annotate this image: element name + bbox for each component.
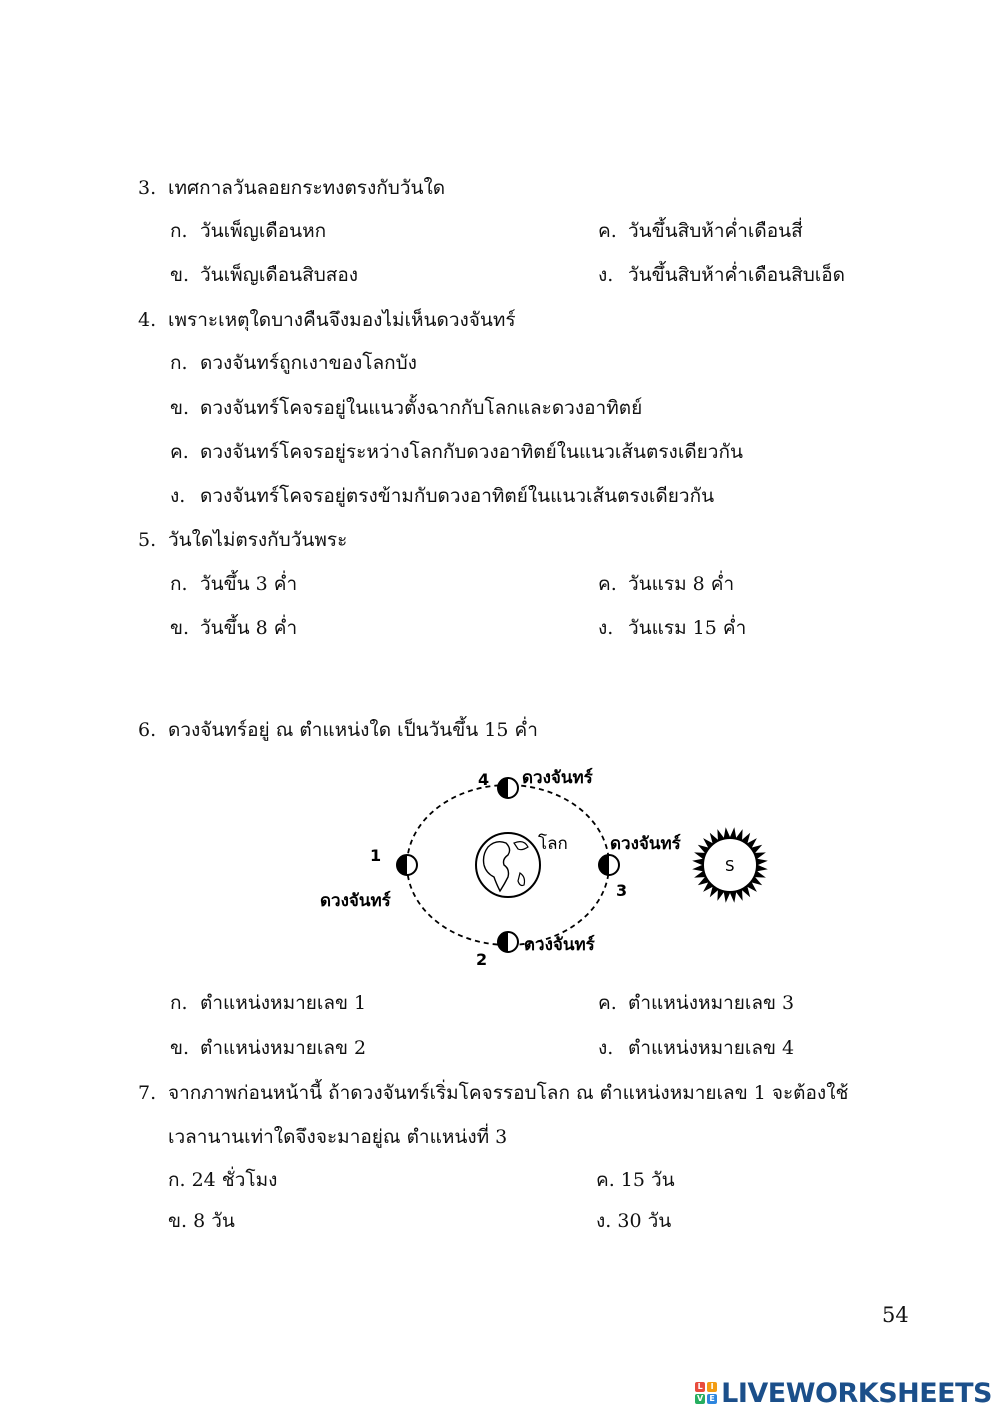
option[interactable]: ข. วันขึ้น 8 ค่ำ (170, 617, 298, 639)
position-number: 3 (616, 881, 628, 900)
earth-label: โลก (538, 834, 568, 854)
option[interactable]: ค. ตำแหน่งหมายเลข 3 (598, 992, 795, 1014)
option[interactable]: ก. ดวงจันทร์ถูกเงาของโลกบัง (170, 352, 417, 374)
moon-label: ดวงจันทร์ (610, 834, 681, 854)
option[interactable]: ข. วันเพ็ญเดือนสิบสอง (170, 264, 359, 286)
logo-icon (695, 1382, 717, 1404)
option[interactable]: ง. 30 วัน (596, 1210, 672, 1232)
option[interactable]: ก. วันเพ็ญเดือนหก (170, 220, 327, 242)
logo-letter: E (707, 1394, 717, 1404)
moon-position-1[interactable] (397, 855, 417, 875)
option[interactable]: ข. ตำแหน่งหมายเลข 2 (170, 1037, 367, 1059)
moon-position-2[interactable] (498, 932, 518, 952)
brand-name: LIVEWORKSHEETS (721, 1377, 992, 1409)
option[interactable]: ก. วันขึ้น 3 ค่ำ (170, 573, 298, 595)
moon-label: ดวงจันทร์ (522, 768, 593, 788)
liveworksheets-logo[interactable] (695, 1378, 992, 1408)
position-number: 1 (370, 846, 382, 865)
option[interactable]: ค. ดวงจันทร์โคจรอยู่ระหว่างโลกกับดวงอาทิตย์ในแนวเส้นตรงเดียวกัน (170, 441, 743, 463)
option[interactable]: ข. ดวงจันทร์โคจรอยู่ในแนวตั้งฉากกับโลกและดวงอาทิตย์ (170, 397, 643, 419)
earth-icon (476, 833, 540, 897)
moon-position-4[interactable] (498, 778, 518, 798)
option[interactable]: ง. ตำแหน่งหมายเลข 4 (598, 1037, 795, 1059)
page-number: 54 (882, 1303, 909, 1327)
option[interactable]: ค. 15 วัน (596, 1169, 675, 1191)
question-7-line-2: เวลานานเท่าใดจึงจะมาอยู่ณ ตำแหน่งที่ 3 (168, 1126, 508, 1148)
option[interactable]: ก. 24 ชั่วโมง (168, 1169, 278, 1191)
question-6: 6. ดวงจันทร์อยู่ ณ ตำแหน่งใด เป็นวันขึ้น 15 ค่ำ (138, 719, 538, 741)
question-3: 3. เทศกาลวันลอยกระทงตรงกับวันใด (138, 177, 446, 199)
sun-label: S (725, 857, 735, 875)
logo-letter: L (695, 1382, 705, 1392)
moon-orbit-diagram (300, 755, 780, 985)
question-5: 5. วันใดไม่ตรงกับวันพระ (138, 529, 348, 551)
option[interactable]: ง. วันแรม 15 ค่ำ (598, 617, 747, 639)
option[interactable]: ง. วันขึ้นสิบห้าค่ำเดือนสิบเอ็ด (598, 264, 845, 286)
option[interactable]: ข. 8 วัน (168, 1210, 235, 1232)
question-4: 4. เพราะเหตุใดบางคืนจึงมองไม่เห็นดวงจันทร์ (138, 309, 516, 331)
moon-position-3[interactable] (599, 855, 619, 875)
option[interactable]: ค. วันขึ้นสิบห้าค่ำเดือนสี่ (598, 220, 803, 242)
option[interactable]: ก. ตำแหน่งหมายเลข 1 (170, 992, 367, 1014)
option[interactable]: ง. ดวงจันทร์โคจรอยู่ตรงข้ามกับดวงอาทิตย์ในแนวเส้นตรงเดียวกัน (170, 485, 715, 507)
option[interactable]: ค. วันแรม 8 ค่ำ (598, 573, 735, 595)
logo-letter: V (697, 1394, 704, 1403)
logo-letter: I (707, 1382, 717, 1392)
moon-label: ดวงจันทร์ (320, 891, 391, 911)
position-number: 4 (478, 770, 490, 789)
position-number: 2 (476, 950, 488, 969)
moon-label: ดวงจันทร์ (524, 935, 595, 955)
question-7: 7. จากภาพก่อนหน้านี้ ถ้าดวงจันทร์เริ่มโคจรรอบโลก ณ ตำแหน่งหมายเลข 1 จะต้องใช้ (138, 1082, 849, 1104)
